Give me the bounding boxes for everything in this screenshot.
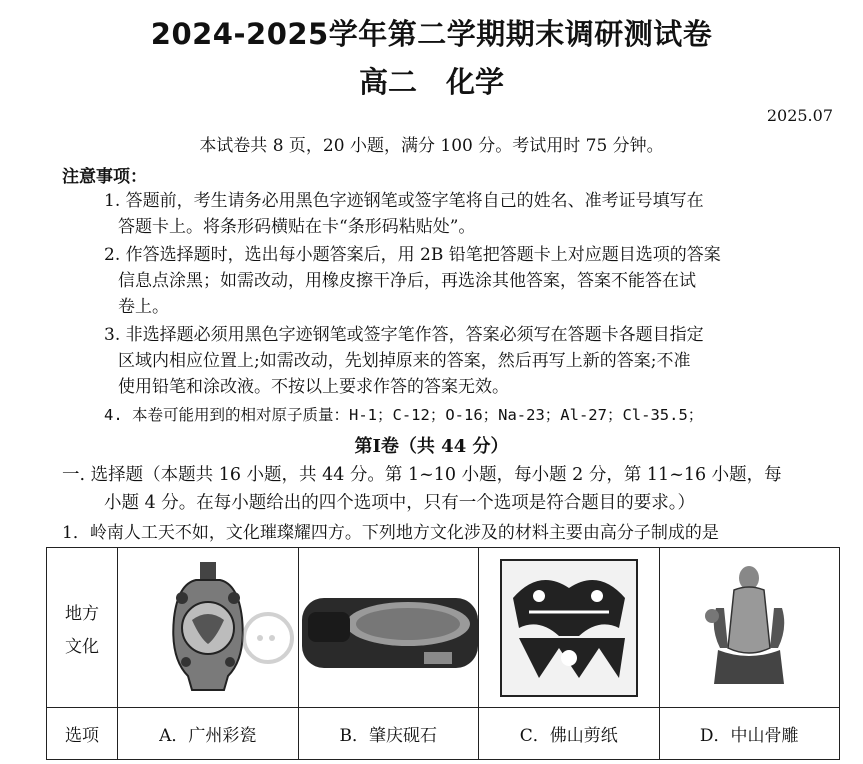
section-title: 第Ⅰ卷（共 44 分） <box>354 436 509 457</box>
notice-line: 区域内相应位置上;如需改动，先划掉原来的答案，然后再写上新的答案;不准 <box>118 351 691 371</box>
notice-line: 卷上。 <box>118 297 169 317</box>
option-c: C．佛山剪纸 <box>479 708 660 760</box>
option-b-image-cell <box>298 548 479 708</box>
row-label-culture <box>47 548 118 708</box>
notice-line: 答题卡上。将条形码横贴在卡“条形码粘贴处”。 <box>118 217 476 237</box>
option-b: B．肇庆砚石 <box>298 708 479 760</box>
notice-line: 2. 作答选择题时，选出每小题答案后，用 2B 铅笔把答题卡上对应题目选项的答案 <box>104 245 721 265</box>
option-d: D．中山骨雕 <box>659 708 840 760</box>
question-stem: 1．岭南人工天不如，文化璀璨耀四方。下列地方文化涉及的材料主要由高分子制成的是 <box>62 523 719 543</box>
option-a: A．广州彩瓷 <box>118 708 299 760</box>
notice-line: 1. 答题前，考生请务必用黑色字迹钢笔或签字笔将自己的姓名、准考证号填写在 <box>104 191 704 211</box>
exam-date: 2025.07 <box>766 106 833 125</box>
option-d-image-cell <box>659 548 840 708</box>
notice-line: 使用铅笔和涂改液。不按以上要求作答的答案无效。 <box>118 377 509 397</box>
exam-subject: 高二 化学 <box>358 65 504 99</box>
papercut-image <box>499 558 639 698</box>
exam-intro: 本试卷共 8 页，20 小题，满分 100 分。考试用时 75 分钟。 <box>199 136 664 156</box>
notice-title: 注意事项： <box>62 167 147 187</box>
section-heading: 一. 选择题（本题共 16 小题，共 44 分。第 1~10 小题，每小题 2 分，第 11~16 小题，每 <box>62 465 782 485</box>
row-label-text: 文化 <box>65 636 99 657</box>
watermark-chat-icon <box>240 610 300 670</box>
question-options-table <box>46 547 840 760</box>
row-label-option: 选项 <box>47 708 118 760</box>
bone-carving-image <box>704 558 794 698</box>
option-c-image-cell <box>479 548 660 708</box>
notice-line: 4. 本卷可能用到的相对原子质量：H-1；C-12；O-16；Na-23；Al-27；Cl-35.5； <box>104 406 704 424</box>
section-heading: 小题 4 分。在每小题给出的四个选项中，只有一个选项是符合题目的要求。） <box>104 493 696 513</box>
notice-line: 3. 非选择题必须用黑色字迹钢笔或签字笔作答，答案必须写在答题卡各题目指定 <box>104 325 704 345</box>
row-label-text: 地方 <box>65 603 99 624</box>
notice-line: 信息点涂黑；如需改动，用橡皮擦干净后，再选涂其他答案，答案不能答在试 <box>118 271 696 291</box>
exam-title: 2024-2025学年第二学期期末调研测试卷 <box>150 17 713 51</box>
inkstone-image <box>300 578 480 678</box>
